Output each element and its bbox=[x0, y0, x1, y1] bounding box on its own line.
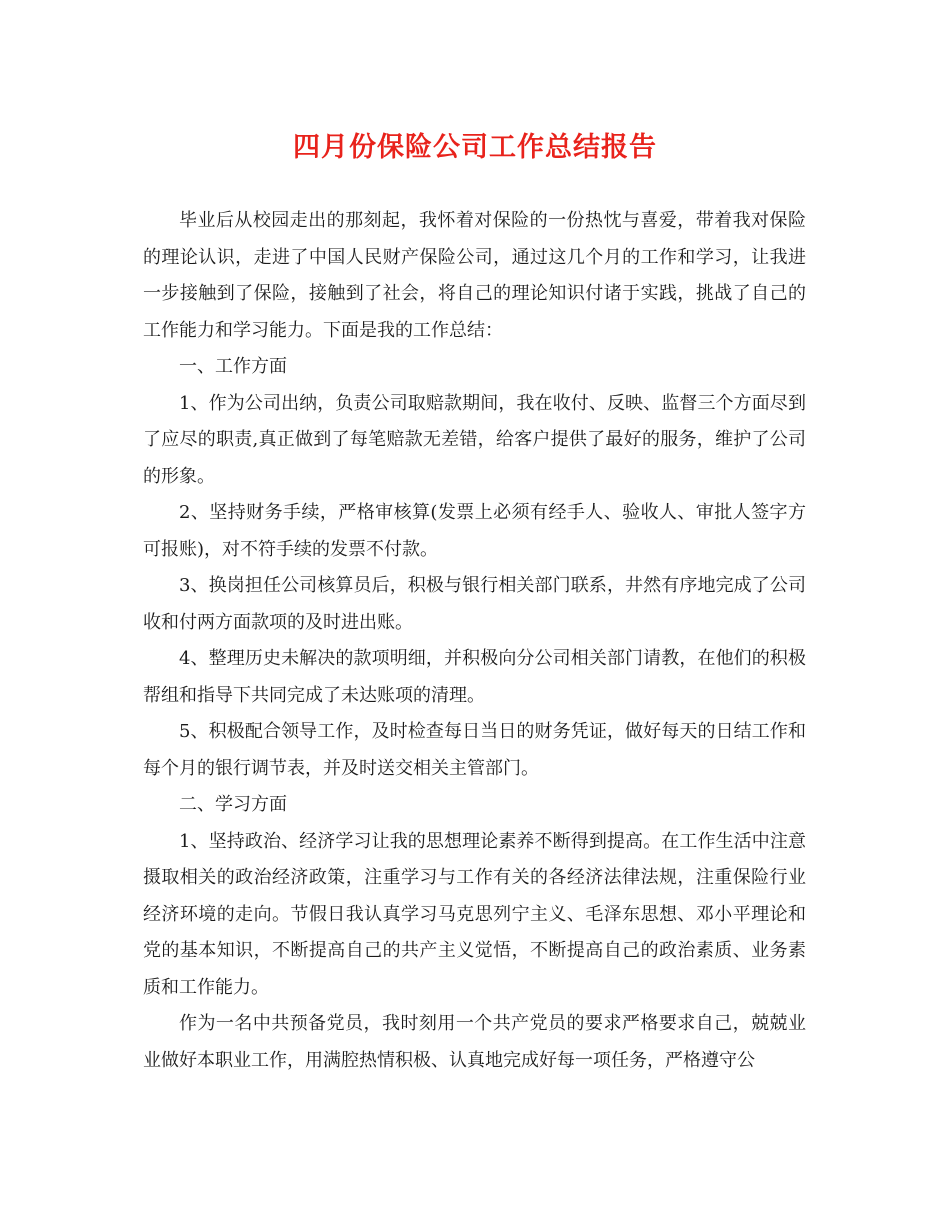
paragraph-work-1: 1、作为公司出纳，负责公司取赔款期间，我在收付、反映、监督三个方面尽到了应尽的职责,真正做到了每笔赔款无差错，给客户提供了最好的服务，维护了公司的形象。 bbox=[143, 392, 806, 487]
section-heading-work: 一、工作方面 bbox=[179, 356, 287, 377]
paragraph-work-5: 5、积极配合领导工作，及时检查每日当日的财务凭证，做好每天的日结工作和每个月的银行调节表，并及时送交相关主管部门。 bbox=[143, 721, 806, 779]
paragraph-work-3: 3、换岗担任公司核算员后，积极与银行相关部门联系，井然有序地完成了公司收和付两方面款项的及时进出账。 bbox=[143, 575, 806, 633]
paragraph-work-2: 2、坚持财务手续，严格审核算(发票上必须有经手人、验收人、审批人签字方可报账)，对不符手续的发票不付款。 bbox=[143, 502, 806, 560]
paragraph-study-1: 1、坚持政治、经济学习让我的思想理论素养不断得到提高。在工作生活中注意摄取相关的政治经济政策，注重学习与工作有关的各经济法律法规，注重保险行业经济环境的走向。节假日我认真学习马克思列宁主义、毛泽东思想、邓小平理论和党的基本知识，不断提高自己的共产主义觉悟，不断提高自己的政治素质、业务素质和工作能力。 bbox=[143, 830, 806, 998]
section-heading-study: 二、学习方面 bbox=[179, 794, 287, 815]
paragraph-intro: 毕业后从校园走出的那刻起，我怀着对保险的一份热忱与喜爱，带着我对保险的理论认识，走进了中国人民财产保险公司，通过这几个月的工作和学习，让我进一步接触到了保险，接触到了社会，将自己的理论知识付诸于实践，挑战了自己的工作能力和学习能力。下面是我的工作总结： bbox=[143, 210, 806, 341]
paragraph-work-4: 4、整理历史未解决的款项明细，并积极向分公司相关部门请教，在他们的积极帮组和指导下共同完成了未达账项的清理。 bbox=[143, 648, 806, 706]
document-body bbox=[143, 203, 806, 1079]
document-title: 四月份保险公司工作总结报告 bbox=[293, 132, 657, 163]
paragraph-party-member: 作为一名中共预备党员，我时刻用一个共产党员的要求严格要求自己，兢兢业业做好本职业工作，用满腔热情积极、认真地完成好每一项任务，严格遵守公 bbox=[143, 1013, 806, 1071]
